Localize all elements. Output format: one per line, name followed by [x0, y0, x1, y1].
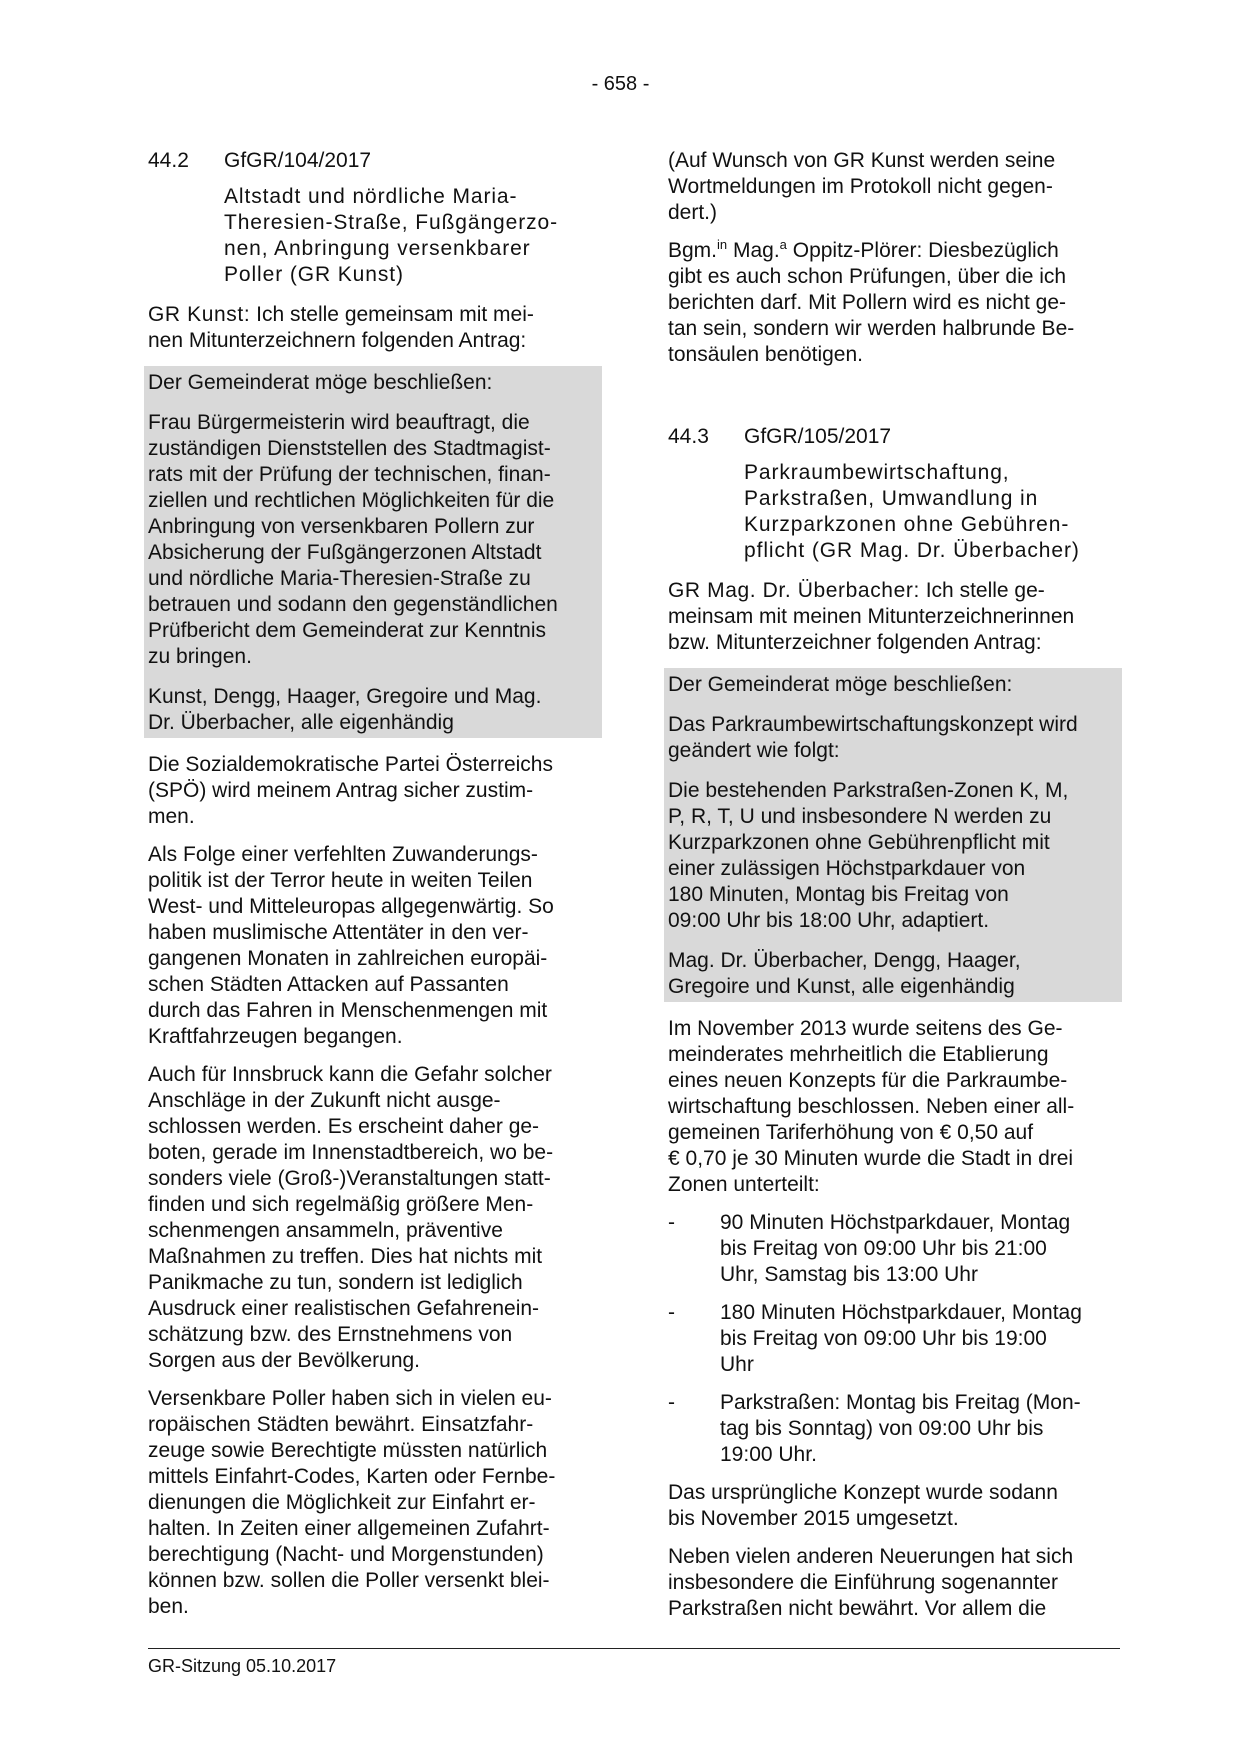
- list-dash: -: [668, 1391, 675, 1414]
- body-paragraph: Die Sozialdemokratische Partei Österreichs (SPÖ) wird meinem Antrag sicher zustim- men.: [148, 753, 553, 828]
- motion-heading: Der Gemeinderat möge beschließen:: [664, 668, 1122, 700]
- list-item: - 180 Minuten Höchstparkdauer, Montag bis Freitag von 09:00 Uhr bis 19:00 Uhr: [668, 1301, 1082, 1376]
- body-paragraph: Im November 2013 wurde seitens des Ge- meinderates mehrheitlich die Etablierung eines neuen Konzepts für die Parkraumbe- wirtschaftung beschlossen. Neben einer all- gemeinen Tariferhöhung von € 0,50 auf € 0,70 je 30 Minuten wurde die Stadt in drei Zonen unterteilt:: [668, 1017, 1075, 1196]
- left-column: [148, 148, 596, 1632]
- protocol-note: (Auf Wunsch von GR Kunst werden seine Wortmeldungen im Protokoll nicht gegen- dert.): [668, 149, 1056, 224]
- motion-box: [148, 366, 596, 738]
- footer-divider: [148, 1648, 1120, 1649]
- motion-body: Die bestehenden Parkstraßen-Zonen K, M, P, R, T, U und insbesondere N werden zu Kurzparkzonen ohne Gebührenpflicht mit einer zulässigen Höchstparkdauer von 180 Minuten, Montag bis Freitag von 09:00 Uhr bis 18:00 Uhr, adaptiert.: [664, 774, 1122, 936]
- speaker-name: GR Kunst:: [148, 303, 251, 326]
- agenda-item-title: Parkraumbewirtschaftung, Parkstraßen, Umwandlung in Kurzparkzonen ohne Gebühren- pflicht (GR Mag. Dr. Überbacher): [744, 461, 1080, 562]
- mayor-statement: Bgm.$^{in}$ Mag.$^a$ Oppitz-Plörer: Diesbezüglich gibt es auch schon Prüfungen, über die ich berichten darf. Mit Pollern wird es nicht ge- tan sein, sondern wir werden halbrunde Be- tonsäulen benötigen.: [668, 237, 1075, 366]
- motion-body: Frau Bürgermeisterin wird beauftragt, die zuständigen Dienststellen des Stadtmagist- rats mit der Prüfung der technischen, finan- ziellen und rechtlichen Möglichkeiten für die Anbringung von versenkbaren Pollern zur Absicherung der Fußgängerzonen Altstadt und nördliche Maria-Theresien-Straße zu betrauen und sodann den gegenständlichen Prüfbericht dem Gemeinderat zur Kenntnis zu bringen.: [144, 406, 602, 672]
- motion-heading: Der Gemeinderat möge beschließen:: [144, 366, 602, 398]
- body-paragraph: Neben vielen anderen Neuerungen hat sich insbesondere die Einführung sogenannter Parkstraßen nicht bewährt. Vor allem die: [668, 1545, 1074, 1620]
- speaker-name: GR Mag. Dr. Überbacher:: [668, 579, 920, 602]
- page-number: - 658 -: [591, 73, 650, 95]
- list-dash: -: [668, 1301, 675, 1324]
- agenda-item-header: [148, 148, 596, 174]
- agenda-item-header: [668, 424, 1116, 450]
- list-item: - Parkstraßen: Montag bis Freitag (Mon- tag bis Sonntag) von 09:00 Uhr bis 19:00 Uhr.: [668, 1391, 1081, 1466]
- speaker-name: Bgm.: [668, 239, 718, 262]
- body-paragraph: Das ursprüngliche Konzept wurde sodann bis November 2015 umgesetzt.: [668, 1481, 1058, 1530]
- footer-session-date: GR-Sitzung 05.10.2017: [148, 1656, 337, 1676]
- agenda-item-code: GfGR/105/2017: [744, 425, 892, 448]
- motion-box: [668, 668, 1116, 1002]
- agenda-item-number: 44.3: [668, 425, 709, 448]
- motion-signatories: Mag. Dr. Überbacher, Dengg, Haager, Gregoire und Kunst, alle eigenhändig: [664, 944, 1122, 1002]
- intro-paragraph: GR Mag. Dr. Überbacher: Ich stelle ge- meinsam mit meinen Mitunterzeichnerinnen bzw. Mitunterzeichner folgenden Antrag:: [668, 579, 1075, 654]
- motion-change: Das Parkraumbewirtschaftungskonzept wird geändert wie folgt:: [664, 708, 1122, 766]
- list-item: - 90 Minuten Höchstparkdauer, Montag bis Freitag von 09:00 Uhr bis 21:00 Uhr, Samstag bis 13:00 Uhr: [668, 1211, 1071, 1286]
- body-paragraph: Versenkbare Poller haben sich in vielen eu- ropäischen Städten bewährt. Einsatzfahr- zeuge sowie Berechtigte müssten natürlich mittels Einfahrt-Codes, Karten oder Fernbe- dienungen die Möglichkeit zur Einfahrt er- halten. In Zeiten einer allgemeinen Zufahrt- berechtigung (Nacht- und Morgenstunden) können bzw. sollen die Poller versenkt blei- ben.: [148, 1387, 556, 1618]
- right-column: [668, 148, 1116, 1634]
- list-dash: -: [668, 1211, 675, 1234]
- agenda-item-title: Altstadt und nördliche Maria- Theresien-Straße, Fußgängerzo- nen, Anbringung versenkbarer Poller (GR Kunst): [224, 185, 558, 286]
- agenda-item-number: 44.2: [148, 149, 189, 172]
- body-paragraph: Als Folge einer verfehlten Zuwanderungs- politik ist der Terror heute in weiten Teilen West- und Mitteleuropas allgegenwärtig. So haben muslimische Attentäter in den ver- gangenen Monaten in zahlreichen europäi- schen Städten Attacken auf Passanten durch das Fahren in Menschenmengen mit Kraftfahrzeugen begangen.: [148, 843, 554, 1048]
- agenda-item-code: GfGR/104/2017: [224, 149, 372, 172]
- intro-paragraph: GR Kunst: Ich stelle gemeinsam mit mei- nen Mitunterzeichnern folgenden Antrag:: [148, 303, 534, 352]
- body-paragraph: Auch für Innsbruck kann die Gefahr solcher Anschläge in der Zukunft nicht ausge- schlossen werden. Es erscheint daher ge- boten, gerade im Innenstadtbereich, wo be- sonders viele (Groß-)Veranstaltungen statt- finden und sich regelmäßig größere Men- schenmengen ansammeln, präventive Maßnahmen zu treffen. Dies hat nichts mit Panikmache zu tun, sondern ist lediglich Ausdruck einer realistischen Gefahrenein- schätzung bzw. des Ernstnehmens von Sorgen aus der Bevölkerung.: [148, 1063, 554, 1372]
- motion-signatories: Kunst, Dengg, Haager, Gregoire und Mag. Dr. Überbacher, alle eigenhändig: [144, 680, 602, 738]
